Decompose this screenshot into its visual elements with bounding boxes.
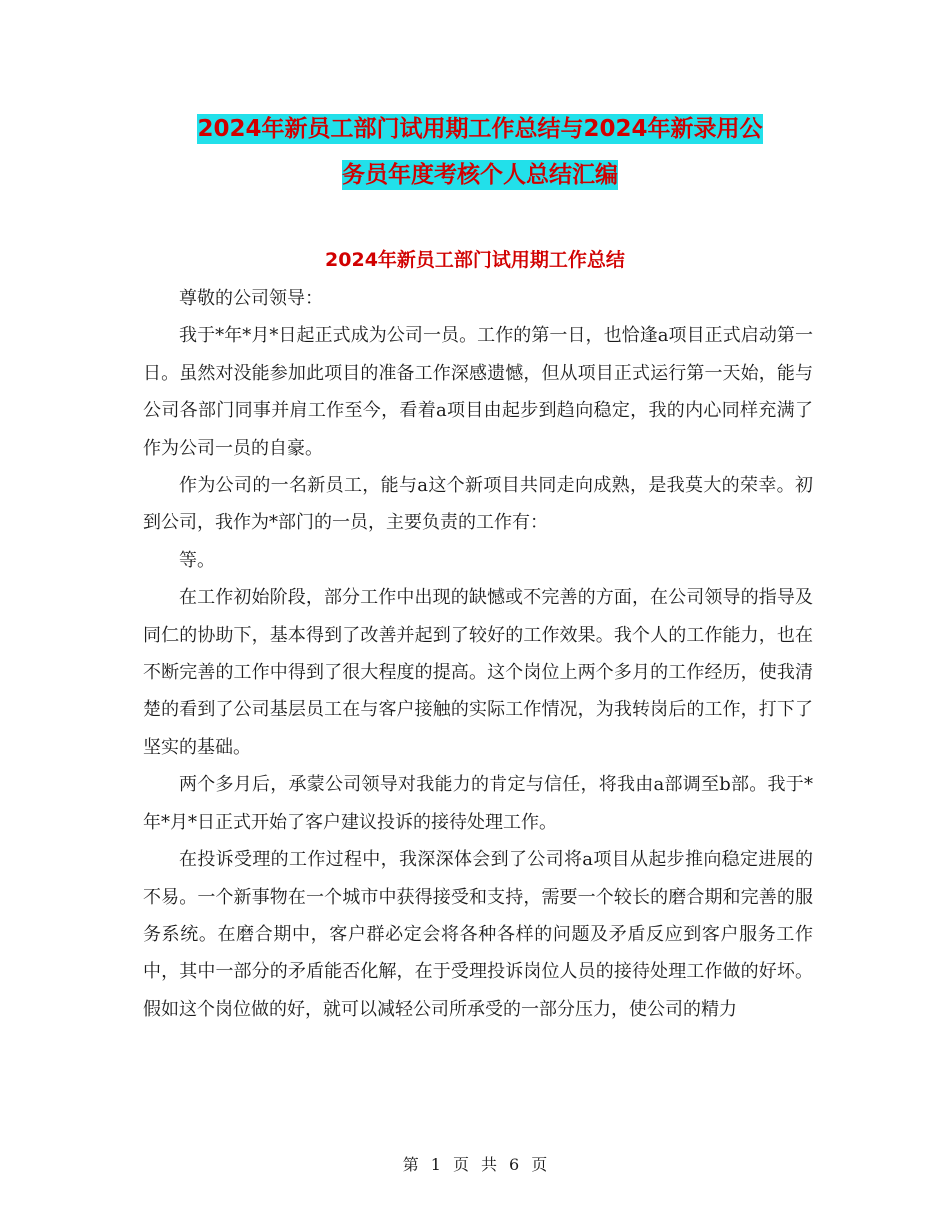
body-paragraph: 我于*年*月*日起正式成为公司一员。工作的第一日，也恰逢a项目正式启动第一日。虽然对没能参加此项目的准备工作深感遗憾，但从项目正式运行第一天始，能与公司各部门同事并肩工作至今，看着a项目由起步到趋向稳定，我的内心同样充满了作为公司一员的自豪。 bbox=[143, 325, 813, 459]
salutation-paragraph: 尊敬的公司领导： bbox=[179, 288, 323, 309]
body-paragraph: 在投诉受理的工作过程中，我深深体会到了公司将a项目从起步推向稳定进展的不易。一个新事物在一个城市中获得接受和支持，需要一个较长的磨合期和完善的服务系统。在磨合期中，客户群必定会将各种各样的问题及矛盾反应到客户服务工作中，其中一部分的矛盾能否化解，在于受理投诉岗位人员的接待处理工作做的好坏。假如这个岗位做的好，就可以减轻公司所承受的一部分压力，使公司的精力 bbox=[143, 849, 813, 1020]
footer-suffix: 页 bbox=[531, 1155, 548, 1174]
main-title-line-1: 2024年新员工部门试用期工作总结与2024年新录用公 bbox=[197, 116, 763, 142]
document-body bbox=[143, 280, 813, 1028]
body-paragraph: 两个多月后，承蒙公司领导对我能力的肯定与信任，将我由a部调至b部。我于*年*月*日正式开始了客户建议投诉的接待处理工作。 bbox=[143, 774, 813, 833]
footer-page-number: 1 bbox=[430, 1155, 441, 1174]
page-footer bbox=[0, 1155, 950, 1175]
body-paragraph: 等。 bbox=[179, 549, 215, 571]
footer-prefix: 第 bbox=[402, 1155, 419, 1174]
section-title: 2024年新员工部门试用期工作总结 bbox=[325, 249, 625, 271]
main-title-line-2: 务员年度考核个人总结汇编 bbox=[342, 162, 618, 188]
body-paragraph: 作为公司的一名新员工，能与a这个新项目共同走向成熟，是我莫大的荣幸。初到公司，我作为*部门的一员，主要负责的工作有： bbox=[143, 475, 813, 534]
footer-total-label: 共 bbox=[481, 1155, 498, 1174]
footer-total-pages: 6 bbox=[509, 1155, 520, 1174]
body-paragraph: 在工作初始阶段，部分工作中出现的缺憾或不完善的方面，在公司领导的指导及同仁的协助下，基本得到了改善并起到了较好的工作效果。我个人的工作能力，也在不断完善的工作中得到了很大程度的提高。这个岗位上两个多月的工作经历，使我清楚的看到了公司基层员工在与客户接触的实际工作情况，为我转岗后的工作，打下了坚实的基础。 bbox=[143, 587, 813, 758]
document-main-title bbox=[130, 106, 830, 198]
footer-page-label: 页 bbox=[452, 1155, 469, 1174]
